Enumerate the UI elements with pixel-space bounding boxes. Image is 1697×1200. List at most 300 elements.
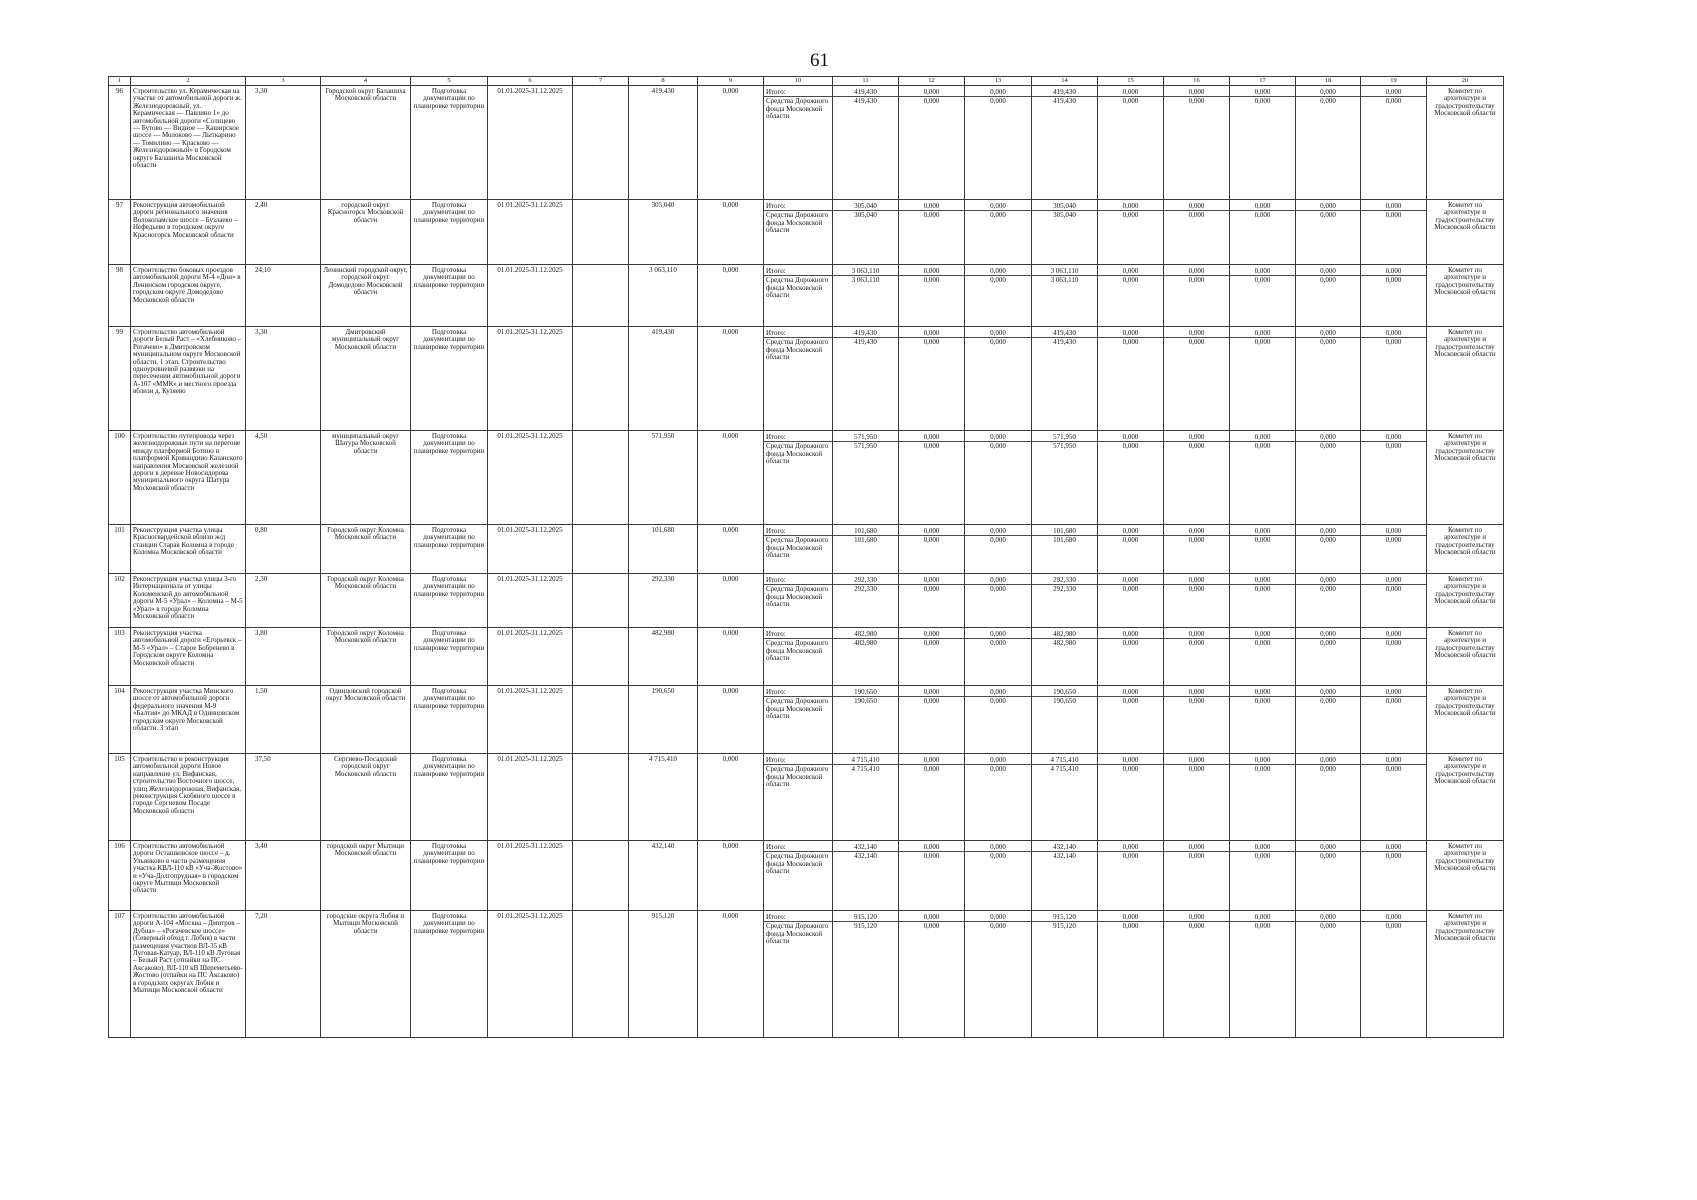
column-number-18: 18 xyxy=(1296,77,1361,86)
amount-fund: 0,000 xyxy=(1320,276,1336,284)
work-type-cell: Подготовка документации по планировке территории xyxy=(411,911,488,1038)
amount-fund: 0,000 xyxy=(923,276,940,284)
period-cell: 01.01.2025-31.12.2025 xyxy=(488,200,573,265)
amount-total: 4 715,410 xyxy=(1032,756,1097,765)
amount-fund: 0,000 xyxy=(1320,922,1336,930)
municipality-cell: муниципальный округ Шатура Московской области xyxy=(321,431,411,525)
empty-cell xyxy=(573,628,629,686)
column-number-11: 11 xyxy=(833,77,899,86)
amount-cell xyxy=(1361,327,1427,431)
amount-cell xyxy=(1164,628,1230,686)
amount-total: 3 063,110 xyxy=(833,267,898,276)
amount-fund: 0,000 xyxy=(923,585,940,593)
table-row xyxy=(109,86,1504,200)
municipality-cell: Городской округ Коломна Московской области xyxy=(321,525,411,574)
amount-total: 0,000 xyxy=(1164,329,1229,338)
col9-cell: 0,000 xyxy=(698,327,764,431)
object-name-cell: Реконструкция автомобильной дороги регионального значения Волоколамское шоссе – Бузлаево – Нефедьево в городском округе Красногорск Московской области xyxy=(131,200,246,265)
cost-cell: 4 715,410 xyxy=(629,754,698,841)
amount-cell xyxy=(1032,200,1098,265)
empty-cell xyxy=(573,200,629,265)
municipality-cell: городские округа Лобня и Мытищи Московской области xyxy=(321,911,411,1038)
amount-cell xyxy=(1032,525,1098,574)
amount-cell xyxy=(1032,431,1098,525)
amount-total: 0,000 xyxy=(1296,756,1360,765)
amount-cell xyxy=(1296,200,1361,265)
amount-total: 0,000 xyxy=(1230,433,1295,442)
empty-cell xyxy=(573,431,629,525)
amount-fund: 101,680 xyxy=(854,536,877,544)
cost-cell: 101,680 xyxy=(629,525,698,574)
amount-total: 0,000 xyxy=(1098,527,1163,536)
amount-cell xyxy=(1164,86,1230,200)
amount-total: 190,650 xyxy=(1032,688,1097,697)
amount-total: 0,000 xyxy=(1164,88,1229,97)
amount-fund: 0,000 xyxy=(1385,211,1402,219)
amount-total: 0,000 xyxy=(1164,843,1229,852)
funding-source-cell xyxy=(764,841,833,911)
amount-cell xyxy=(1361,525,1427,574)
responsible-cell: Комитет по архитектуре и градостроительству Московской области xyxy=(1427,574,1504,628)
amount-total: 419,430 xyxy=(833,329,898,338)
amount-fund: 0,000 xyxy=(1385,536,1402,544)
amount-cell xyxy=(1164,525,1230,574)
amount-fund: 0,000 xyxy=(990,97,1006,105)
funding-source-label: Средства Дорожного фонда Московской области xyxy=(766,765,829,789)
amount-cell xyxy=(965,431,1032,525)
amount-cell xyxy=(1230,754,1296,841)
col9-cell: 0,000 xyxy=(698,911,764,1038)
amount-cell xyxy=(833,86,899,200)
amount-total: 419,430 xyxy=(1032,88,1097,97)
amount-fund: 0,000 xyxy=(923,765,940,773)
amount-cell xyxy=(833,574,899,628)
length-cell: 1,50 xyxy=(246,686,321,754)
work-type-cell: Подготовка документации по планировке территории xyxy=(411,754,488,841)
amount-fund: 305,040 xyxy=(854,211,877,219)
amount-cell xyxy=(965,628,1032,686)
amount-fund: 0,000 xyxy=(1122,697,1139,705)
amount-cell xyxy=(1361,200,1427,265)
object-name-cell: Реконструкция участка Минского шоссе от автомобильной дороги федерального значения М-9 «Балтия» до МКАД в Одинцовском городском округе Московской области. 3 этап xyxy=(131,686,246,754)
amount-fund: 0,000 xyxy=(1254,585,1271,593)
amount-fund: 0,000 xyxy=(1188,97,1205,105)
cost-cell: 419,430 xyxy=(629,327,698,431)
col9-cell: 0,000 xyxy=(698,686,764,754)
period-cell: 01.01.2025-31.12.2025 xyxy=(488,86,573,200)
amount-cell xyxy=(833,628,899,686)
amount-cell xyxy=(965,327,1032,431)
amount-cell xyxy=(1164,200,1230,265)
amount-total: 0,000 xyxy=(1361,756,1426,765)
amount-fund: 0,000 xyxy=(923,442,940,450)
amount-cell xyxy=(899,265,965,327)
funding-source-cell xyxy=(764,265,833,327)
amount-cell xyxy=(1098,265,1164,327)
amount-total: 0,000 xyxy=(1296,630,1360,639)
amount-fund: 0,000 xyxy=(1320,697,1336,705)
amount-fund: 482,980 xyxy=(854,639,877,647)
table-row xyxy=(109,628,1504,686)
amount-total: 0,000 xyxy=(899,527,964,536)
amount-total: 419,430 xyxy=(1032,329,1097,338)
work-type-cell: Подготовка документации по планировке территории xyxy=(411,574,488,628)
object-name-cell: Строительство и реконструкция автомобильной дороги Новое направление ул. Вифанская, строительство Восточного шоссе, улиц Железнодорожная, Вифанская, реконструкция Скобяного шоссе в городе Сергиевом Посаде Московской области xyxy=(131,754,246,841)
length-cell: 2,40 xyxy=(246,200,321,265)
amount-cell xyxy=(965,86,1032,200)
responsible-cell: Комитет по архитектуре и градостроительству Московской области xyxy=(1427,628,1504,686)
amount-cell xyxy=(1296,265,1361,327)
amount-fund: 0,000 xyxy=(1320,442,1336,450)
object-name-cell: Реконструкция участка автомобильной дороги «Егорьевск – М-5 «Урал» – Старое Бобренево в Городском округе Коломна Московской области xyxy=(131,628,246,686)
amount-total: 0,000 xyxy=(965,433,1031,442)
municipality-cell: Дмитровский муниципальный округ Московской области xyxy=(321,327,411,431)
amount-fund: 0,000 xyxy=(1385,585,1402,593)
amount-cell xyxy=(1230,265,1296,327)
amount-fund: 571,950 xyxy=(854,442,877,450)
amount-total: 0,000 xyxy=(899,88,964,97)
amount-cell xyxy=(1230,327,1296,431)
amount-total: 0,000 xyxy=(1164,527,1229,536)
object-name-cell: Реконструкция участка улицы 3-го Интернационала от улицы Коломенской до автомобильной дороги М-5 «Урал» – Коломна – М-5 «Урал» в городе Коломна Московской области xyxy=(131,574,246,628)
row-number-cell: 98 xyxy=(109,265,131,327)
length-cell: 37,50 xyxy=(246,754,321,841)
amount-fund: 0,000 xyxy=(1188,211,1205,219)
column-number-15: 15 xyxy=(1098,77,1164,86)
amount-total: 0,000 xyxy=(965,202,1031,211)
amount-fund: 0,000 xyxy=(990,765,1006,773)
amount-fund: 0,000 xyxy=(1188,442,1205,450)
amount-cell xyxy=(1098,911,1164,1038)
amount-cell xyxy=(833,686,899,754)
table-row xyxy=(109,754,1504,841)
amount-total: 101,680 xyxy=(1032,527,1097,536)
amount-cell xyxy=(899,525,965,574)
empty-cell xyxy=(573,841,629,911)
amount-fund: 0,000 xyxy=(1320,639,1336,647)
column-number-12: 12 xyxy=(899,77,965,86)
amount-fund: 3 063,110 xyxy=(1050,276,1079,284)
amount-cell xyxy=(899,431,965,525)
amount-total: 190,650 xyxy=(833,688,898,697)
amount-fund: 0,000 xyxy=(1188,697,1205,705)
amount-total: 0,000 xyxy=(899,630,964,639)
amount-total: 0,000 xyxy=(1098,433,1163,442)
amount-cell xyxy=(1230,200,1296,265)
funding-source-cell xyxy=(764,574,833,628)
amount-total: 0,000 xyxy=(899,329,964,338)
amount-fund: 0,000 xyxy=(1188,765,1205,773)
amount-fund: 0,000 xyxy=(1385,765,1402,773)
page-number: 61 xyxy=(810,50,829,71)
amount-cell xyxy=(1098,327,1164,431)
amount-fund: 432,140 xyxy=(1053,852,1076,860)
row-number-cell: 101 xyxy=(109,525,131,574)
amount-total: 0,000 xyxy=(1098,913,1163,922)
responsible-cell: Комитет по архитектуре и градостроительству Московской области xyxy=(1427,911,1504,1038)
amount-fund: 0,000 xyxy=(1320,765,1336,773)
amount-total: 0,000 xyxy=(899,576,964,585)
row-number-cell: 103 xyxy=(109,628,131,686)
amount-cell xyxy=(1296,431,1361,525)
amount-fund: 0,000 xyxy=(1254,276,1271,284)
amount-total: 0,000 xyxy=(1296,913,1360,922)
municipality-cell: Сергиево-Посадский городской округ Московской области xyxy=(321,754,411,841)
amount-fund: 0,000 xyxy=(990,276,1006,284)
object-name-cell: Строительство автомобильной дороги А-104 «Москва – Дмитров – Дубна» – «Рогачевское шоссе» (Северный обход г. Лобня) в части размещения участков ВЛ-35 кВ Луговая-Катуар, ВЛ-110 кВ Луговая – Белый Раст (отпайки на ПС Аксаково), ВЛ-110 кВ Шереметьево-Жостово (отпайки на ПС Аксаково) в городских округах Лобня и Мытищи Московской области xyxy=(131,911,246,1038)
amount-total: 0,000 xyxy=(1164,433,1229,442)
col9-cell: 0,000 xyxy=(698,265,764,327)
funding-total-label: Итого: xyxy=(764,843,832,852)
amount-fund: 0,000 xyxy=(990,639,1006,647)
amount-total: 305,040 xyxy=(1032,202,1097,211)
amount-total: 571,950 xyxy=(1032,433,1097,442)
amount-cell xyxy=(1032,327,1098,431)
funding-total-label: Итого: xyxy=(764,329,832,338)
amount-cell xyxy=(833,200,899,265)
work-type-cell: Подготовка документации по планировке территории xyxy=(411,86,488,200)
amount-cell xyxy=(833,431,899,525)
amount-cell xyxy=(1032,911,1098,1038)
table-row xyxy=(109,327,1504,431)
object-name-cell: Строительство автомобильной дороги Осташковское шоссе – д. Ульянково в части размещения участка КВЛ-110 кВ «Уча-Жостово» и «Уча-Долгопрудная» в городском округе Мытищи Московской области xyxy=(131,841,246,911)
amount-total: 482,980 xyxy=(833,630,898,639)
amount-total: 0,000 xyxy=(1230,329,1295,338)
table-row xyxy=(109,686,1504,754)
length-cell: 0,80 xyxy=(246,525,321,574)
amount-cell xyxy=(833,327,899,431)
cost-cell: 190,650 xyxy=(629,686,698,754)
amount-fund: 0,000 xyxy=(1385,338,1402,346)
amount-total: 482,980 xyxy=(1032,630,1097,639)
amount-fund: 0,000 xyxy=(990,922,1006,930)
amount-fund: 0,000 xyxy=(1188,852,1205,860)
amount-total: 0,000 xyxy=(1361,913,1426,922)
column-number-16: 16 xyxy=(1164,77,1230,86)
length-cell: 3,30 xyxy=(246,86,321,200)
amount-cell xyxy=(1032,628,1098,686)
amount-fund: 292,330 xyxy=(1053,585,1076,593)
amount-cell xyxy=(1230,574,1296,628)
length-cell: 4,50 xyxy=(246,431,321,525)
funding-total-label: Итого: xyxy=(764,527,832,536)
funding-total-label: Итого: xyxy=(764,913,832,922)
amount-fund: 571,950 xyxy=(1053,442,1076,450)
amount-total: 0,000 xyxy=(965,756,1031,765)
amount-cell xyxy=(899,754,965,841)
amount-cell xyxy=(1361,841,1427,911)
table-row xyxy=(109,525,1504,574)
responsible-cell: Комитет по архитектуре и градостроительству Московской области xyxy=(1427,525,1504,574)
amount-fund: 0,000 xyxy=(1122,852,1139,860)
col9-cell: 0,000 xyxy=(698,86,764,200)
amount-fund: 0,000 xyxy=(1320,211,1336,219)
amount-fund: 0,000 xyxy=(990,697,1006,705)
work-type-cell: Подготовка документации по планировке территории xyxy=(411,265,488,327)
work-type-cell: Подготовка документации по планировке территории xyxy=(411,628,488,686)
amount-total: 292,330 xyxy=(1032,576,1097,585)
amount-cell xyxy=(1296,754,1361,841)
funding-source-cell xyxy=(764,628,833,686)
amount-total: 0,000 xyxy=(1296,433,1360,442)
amount-total: 0,000 xyxy=(1230,527,1295,536)
amount-fund: 0,000 xyxy=(1122,639,1139,647)
amount-total: 0,000 xyxy=(1296,576,1360,585)
amount-total: 0,000 xyxy=(1296,202,1360,211)
column-number-10: 10 xyxy=(764,77,833,86)
amount-total: 0,000 xyxy=(1164,630,1229,639)
amount-fund: 915,120 xyxy=(854,922,877,930)
amount-cell xyxy=(965,686,1032,754)
amount-total: 3 063,110 xyxy=(1032,267,1097,276)
cost-cell: 305,040 xyxy=(629,200,698,265)
col9-cell: 0,000 xyxy=(698,628,764,686)
amount-total: 0,000 xyxy=(1361,843,1426,852)
amount-cell xyxy=(899,327,965,431)
amount-total: 0,000 xyxy=(965,576,1031,585)
amount-total: 292,330 xyxy=(833,576,898,585)
column-number-17: 17 xyxy=(1230,77,1296,86)
amount-cell xyxy=(1098,431,1164,525)
amount-fund: 0,000 xyxy=(1320,97,1336,105)
amount-total: 0,000 xyxy=(1230,88,1295,97)
amount-cell xyxy=(899,841,965,911)
amount-cell xyxy=(1098,525,1164,574)
work-type-cell: Подготовка документации по планировке территории xyxy=(411,841,488,911)
responsible-cell: Комитет по архитектуре и градостроительству Московской области xyxy=(1427,327,1504,431)
amount-total: 0,000 xyxy=(965,843,1031,852)
amount-total: 0,000 xyxy=(1098,688,1163,697)
amount-fund: 0,000 xyxy=(1385,276,1402,284)
amount-total: 0,000 xyxy=(1361,202,1426,211)
amount-total: 0,000 xyxy=(1098,843,1163,852)
amount-cell xyxy=(1098,628,1164,686)
length-cell: 2,30 xyxy=(246,574,321,628)
amount-fund: 0,000 xyxy=(1254,639,1271,647)
period-cell: 01.01.2025-31.12.2025 xyxy=(488,525,573,574)
amount-total: 0,000 xyxy=(965,329,1031,338)
amount-cell xyxy=(1296,574,1361,628)
funding-total-label: Итого: xyxy=(764,756,832,765)
funding-source-cell xyxy=(764,911,833,1038)
work-type-cell: Подготовка документации по планировке территории xyxy=(411,431,488,525)
amount-fund: 419,430 xyxy=(854,338,877,346)
amount-cell xyxy=(1296,841,1361,911)
amount-fund: 0,000 xyxy=(1254,211,1271,219)
municipality-cell: Городской округ Балашиха Московской области xyxy=(321,86,411,200)
amount-total: 4 715,410 xyxy=(833,756,898,765)
amount-fund: 0,000 xyxy=(1385,442,1402,450)
amount-total: 0,000 xyxy=(1098,88,1163,97)
empty-cell xyxy=(573,327,629,431)
amount-cell xyxy=(965,841,1032,911)
amount-total: 432,140 xyxy=(1032,843,1097,852)
amount-cell xyxy=(1230,686,1296,754)
column-number-5: 5 xyxy=(411,77,488,86)
length-cell: 3,80 xyxy=(246,628,321,686)
cost-cell: 915,120 xyxy=(629,911,698,1038)
amount-cell xyxy=(965,265,1032,327)
amount-fund: 419,430 xyxy=(854,97,877,105)
funding-source-cell xyxy=(764,86,833,200)
amount-cell xyxy=(1230,841,1296,911)
empty-cell xyxy=(573,574,629,628)
amount-fund: 0,000 xyxy=(1385,97,1402,105)
empty-cell xyxy=(573,525,629,574)
amount-cell xyxy=(899,686,965,754)
amount-total: 0,000 xyxy=(1164,576,1229,585)
amount-cell xyxy=(1032,265,1098,327)
amount-fund: 0,000 xyxy=(1122,211,1139,219)
amount-total: 0,000 xyxy=(1164,913,1229,922)
amount-cell xyxy=(1164,686,1230,754)
funding-source-label: Средства Дорожного фонда Московской области xyxy=(766,442,829,466)
col9-cell: 0,000 xyxy=(698,754,764,841)
work-type-cell: Подготовка документации по планировке территории xyxy=(411,525,488,574)
amount-cell xyxy=(833,525,899,574)
object-name-cell: Строительство автомобильной дороги Белый Раст – «Хлебниково – Рогачево» в Дмитровском муниципальном округе Московской области. 1 этап. Строительство одноуровневой развязки на пересечении автомобильной дороги А-107 «ММК» и местного проезда вблизи д. Кузяево xyxy=(131,327,246,431)
amount-cell xyxy=(965,574,1032,628)
amount-total: 0,000 xyxy=(1361,576,1426,585)
amount-total: 0,000 xyxy=(1098,630,1163,639)
funding-source-label: Средства Дорожного фонда Московской области xyxy=(766,585,829,609)
amount-total: 0,000 xyxy=(1230,267,1295,276)
amount-fund: 0,000 xyxy=(1254,852,1271,860)
amount-total: 0,000 xyxy=(1296,688,1360,697)
amount-total: 0,000 xyxy=(899,202,964,211)
amount-total: 0,000 xyxy=(1230,576,1295,585)
amount-fund: 0,000 xyxy=(923,697,940,705)
amount-total: 0,000 xyxy=(1361,329,1426,338)
funding-source-label: Средства Дорожного фонда Московской области xyxy=(766,97,829,121)
work-type-cell: Подготовка документации по планировке территории xyxy=(411,327,488,431)
amount-cell xyxy=(1361,574,1427,628)
amount-total: 0,000 xyxy=(1230,630,1295,639)
funding-source-label: Средства Дорожного фонда Московской области xyxy=(766,211,829,235)
amount-total: 0,000 xyxy=(899,756,964,765)
amount-fund: 0,000 xyxy=(1188,338,1205,346)
amount-fund: 0,000 xyxy=(990,211,1006,219)
municipality-cell: городской округ Красногорск Московской области xyxy=(321,200,411,265)
amount-fund: 0,000 xyxy=(1122,442,1139,450)
amount-cell xyxy=(1361,628,1427,686)
funding-source-cell xyxy=(764,686,833,754)
amount-cell xyxy=(1230,86,1296,200)
amount-cell xyxy=(899,86,965,200)
amount-total: 0,000 xyxy=(965,88,1031,97)
amount-fund: 0,000 xyxy=(1320,585,1336,593)
amount-fund: 419,430 xyxy=(1053,97,1076,105)
amount-cell xyxy=(1296,628,1361,686)
cost-cell: 419,430 xyxy=(629,86,698,200)
col9-cell: 0,000 xyxy=(698,525,764,574)
period-cell: 01.01.2025-31.12.2025 xyxy=(488,327,573,431)
amount-fund: 0,000 xyxy=(990,585,1006,593)
amount-cell xyxy=(833,911,899,1038)
amount-cell xyxy=(1032,841,1098,911)
amount-cell xyxy=(1098,200,1164,265)
header-row xyxy=(109,77,1504,86)
period-cell: 01.01.2025-31.12.2025 xyxy=(488,686,573,754)
amount-fund: 101,680 xyxy=(1053,536,1076,544)
amount-cell xyxy=(899,200,965,265)
funding-total-label: Итого: xyxy=(764,576,832,585)
period-cell: 01.01.2025-31.12.2025 xyxy=(488,628,573,686)
amount-fund: 0,000 xyxy=(923,536,940,544)
amount-fund: 3 063,110 xyxy=(851,276,880,284)
column-number-13: 13 xyxy=(965,77,1032,86)
amount-fund: 0,000 xyxy=(1254,338,1271,346)
